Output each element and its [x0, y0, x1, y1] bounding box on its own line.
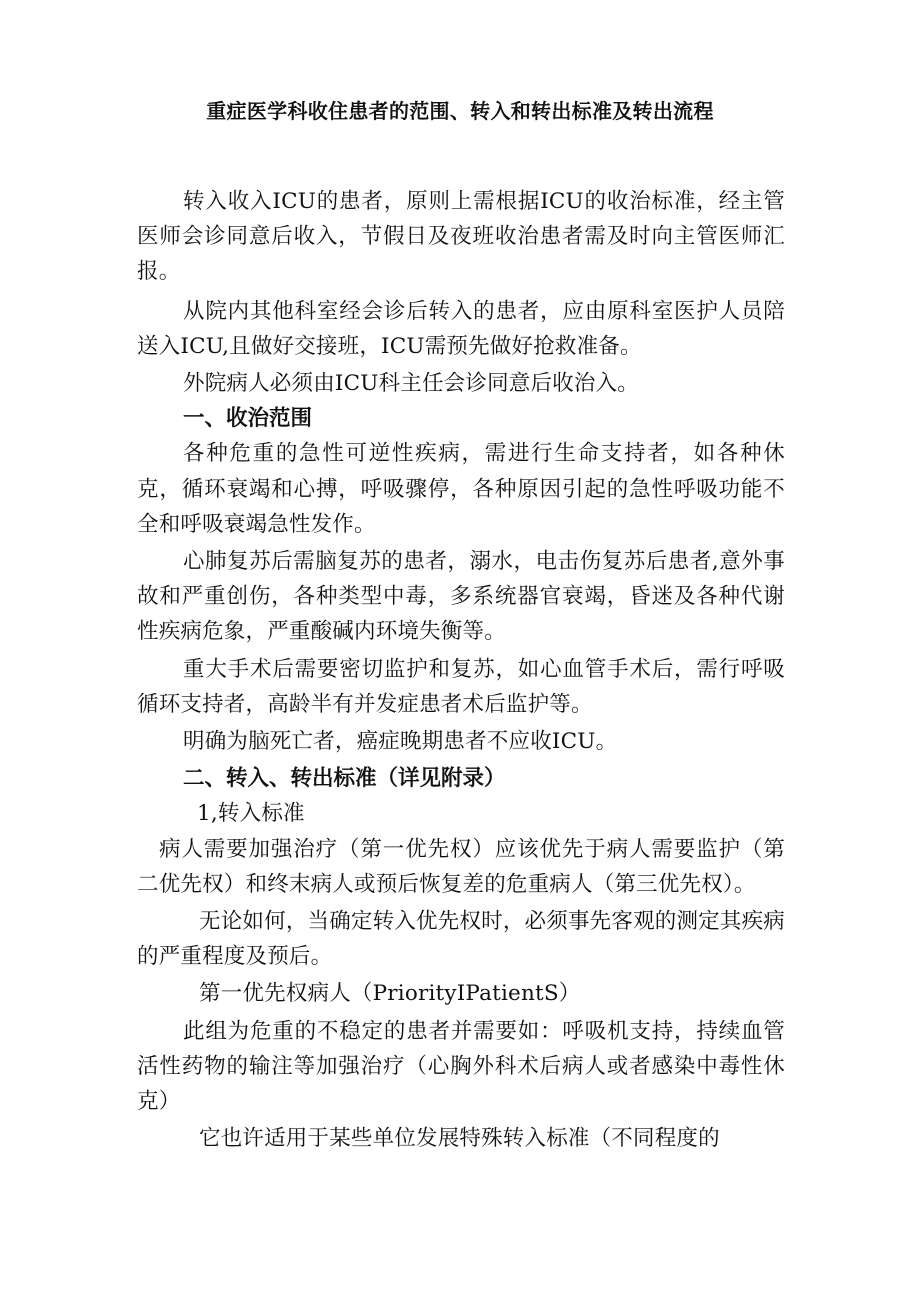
paragraph-priority-one-desc: 此组为危重的不稳定的患者并需要如：呼吸机支持，持续血管活性药物的输注等加强治疗（心胸外科术后病人或者感染中毒性休克）: [137, 1018, 785, 1115]
subheading-admission-criteria: 1,转入标准: [197, 801, 305, 827]
paragraph-priority-one-title: 第一优先权病人（PriorityIPatientS）: [199, 981, 581, 1007]
paragraph-scope-resuscitation: 心肺复苏后需脑复苏的患者，溺水，电击伤复苏后患者,意外事故和严重创伤，各种类型中毒，多系统器官衰竭，昏迷及各种代谢性疾病危象，严重酸碱内环境失衡等。: [137, 549, 785, 645]
document-title: 重症医学科收住患者的范围、转入和转出标准及转出流程: [206, 99, 714, 123]
heading-transfer-criteria: 二、转入、转出标准（详见附录）: [183, 766, 506, 792]
paragraph-admission-principle: 转入收入ICU的患者，原则上需根据ICU的收治标准，经主管医师会诊同意后收入，节假日及夜班收治患者需及时向主管医师汇报。: [137, 189, 785, 285]
document-body: [137, 184, 785, 1156]
paragraph-scope-exclusion: 明确为脑死亡者，癌症晚期患者不应收ICU。: [183, 729, 618, 755]
heading-admission-scope: 一、收治范围: [183, 406, 313, 432]
paragraph-internal-transfer: 从院内其他科室经会诊后转入的患者，应由原科室医护人员陪送入ICU,且做好交接班，ICU需预先做好抢救准备。: [137, 298, 785, 359]
paragraph-scope-surgery: 重大手术后需要密切监护和复苏，如心血管手术后，需行呼吸循环支持者，高龄半有并发症患者术后监护等。: [137, 656, 785, 717]
paragraph-external-patients: 外院病人必须由ICU科主任会诊同意后收治入。: [183, 371, 639, 397]
paragraph-priority-order: 病人需要加强治疗（第一优先权）应该优先于病人需要监护（第二优先权）和终末病人或预后恢复差的危重病人（第三优先权）。: [137, 836, 785, 897]
paragraph-scope-acute: 各种危重的急性可逆性疾病，需进行生命支持者，如各种休克，循环衰竭和心搏，呼吸骤停，各种原因引起的急性呼吸功能不全和呼吸衰竭急性发作。: [137, 441, 785, 537]
paragraph-special-criteria: 它也许适用于某些单位发展特殊转入标准（不同程度的: [199, 1126, 720, 1152]
paragraph-severity-assessment: 无论如何，当确定转入优先权时，必须事先客观的测定其疾病的严重程度及预后。: [137, 909, 785, 970]
